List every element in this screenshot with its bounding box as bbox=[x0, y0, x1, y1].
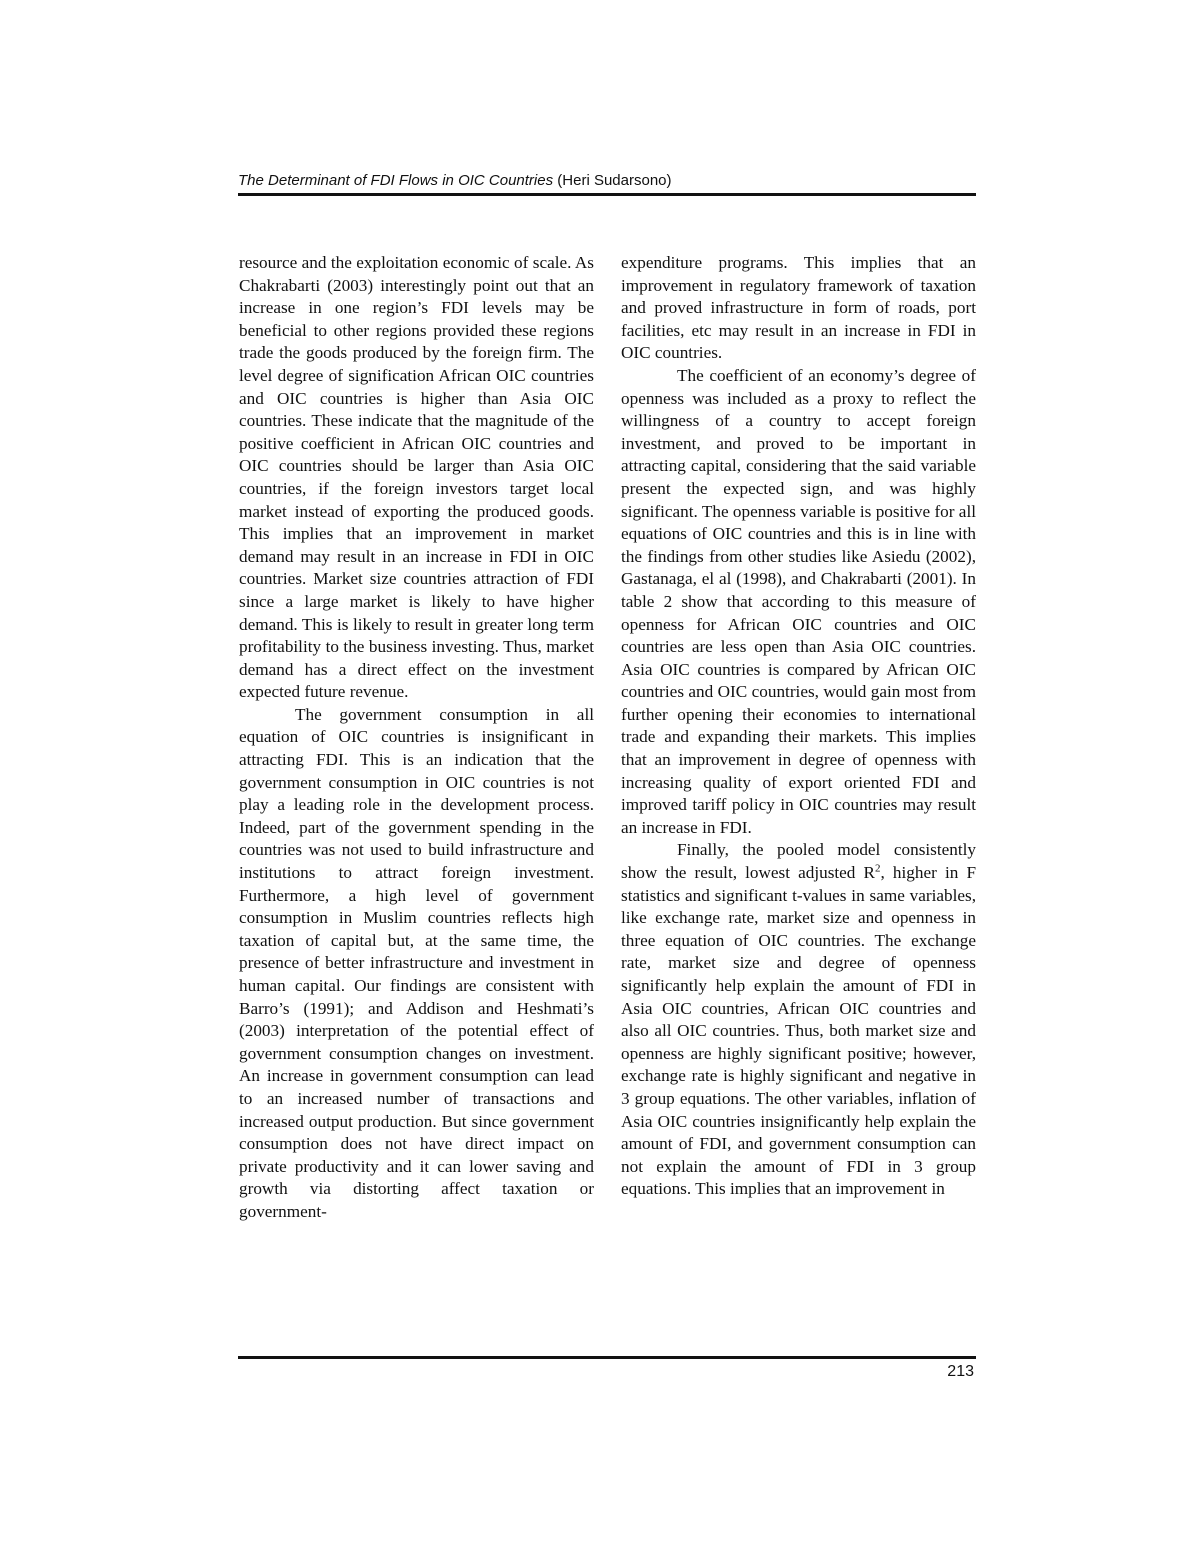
left-paragraph-2: The government consumption in all equation of OIC countries is insignificant in attracting FDI. This is an indication that the government consumption in OIC countries is not play a leading role in the development process. Indeed, part of the government spending in the countries was not used to build infrastructure and institutions to attract foreign investment. Furthermore, a high level of government consumption in Muslim countries reflects high taxation of capital but, at the same time, the presence of better infrastructure and investment in human capital. Our findings are consistent with Barro’s (1991); and Addison and Heshmati’s (2003) interpretation of the potential effect of government consumption changes on investment. An increase in government consumption can lead to an increased number of transactions and increased output production. But since government consumption does not have direct impact on private productivity and it can lower saving and growth via distorting affect taxation or government- bbox=[239, 704, 594, 1221]
running-header bbox=[238, 171, 976, 196]
right-column bbox=[621, 252, 976, 1201]
footer-rule bbox=[238, 1356, 976, 1359]
right-paragraph-1: expenditure programs. This implies that an improvement in regulatory framework of taxation and proved infrastructure in form of roads, port facilities, etc may result in an increase in FDI in OIC countries. bbox=[621, 253, 976, 363]
article-title: The Determinant of FDI Flows in OIC Countries bbox=[238, 172, 554, 189]
left-column bbox=[239, 252, 594, 1224]
left-paragraph-1: resource and the exploitation economic of scale. As Chakrabarti (2003) interestingly point out that an increase in one region’s FDI levels may be beneficial to other regions provided these regions trade the goods produced by the foreign firm. The level degree of signification African OIC countries and OIC countries is higher than Asia OIC countries. These indicate that the magnitude of the positive coefficient in African OIC countries and OIC countries should be larger than Asia OIC countries, if the foreign investors target local market instead of exporting the produced goods. This implies that an improvement in market demand may result in an increase in FDI in OIC countries. Market size countries attraction of FDI since a large market is likely to have higher demand. This is likely to result in greater long term profitability to the business investing. Thus, market demand has a direct effect on the investment expected future revenue. bbox=[239, 253, 594, 702]
right-paragraph-3-end: , higher in F statistics and significant t-values in same variables, like exchange rate, market size and openness in three equation of OIC countries. The exchange rate, market size and degree of openness significantly help explain the amount of FDI in Asia OIC countries, African OIC countries and also all OIC countries. Thus, both market size and openness are highly significant positive; however, exchange rate is highly significant and negative in 3 group equations. The other variables, inflation of Asia OIC countries insignificantly help explain the amount of FDI, and government consumption can not explain the amount of FDI in 3 group equations. This implies that an improvement in bbox=[621, 863, 976, 1199]
right-paragraph-2: The coefficient of an economy’s degree of openness was included as a proxy to reflect the willingness of a country to accept foreign investment, and proved to be important in attracting capital, considering that the said variable present the expected sign, and was highly significant. The openness variable is positive for all equations of OIC countries and this is in line with the findings from other studies like Asiedu (2002), Gastanaga, el al (1998), and Chakrabarti (2001). In table 2 show that according to this measure of openness for African OIC countries and OIC countries are less open than Asia OIC countries. Asia OIC countries is compared by African OIC countries and OIC countries, would gain most from further opening their economies to international trade and expanding their markets. This implies that an improvement in degree of openness with increasing quality of export oriented FDI and improved tariff policy in OIC countries may result an increase in FDI. bbox=[621, 365, 976, 837]
r-squared-superscript: 2 bbox=[875, 862, 881, 875]
right-paragraph-3-start: Finally, the pooled model consistently show the result, lowest adjusted R bbox=[621, 840, 976, 883]
page-number: 213 bbox=[947, 1363, 974, 1380]
right-paragraph-3 bbox=[621, 839, 976, 1201]
article-author: (Heri Sudarsono) bbox=[557, 172, 672, 189]
